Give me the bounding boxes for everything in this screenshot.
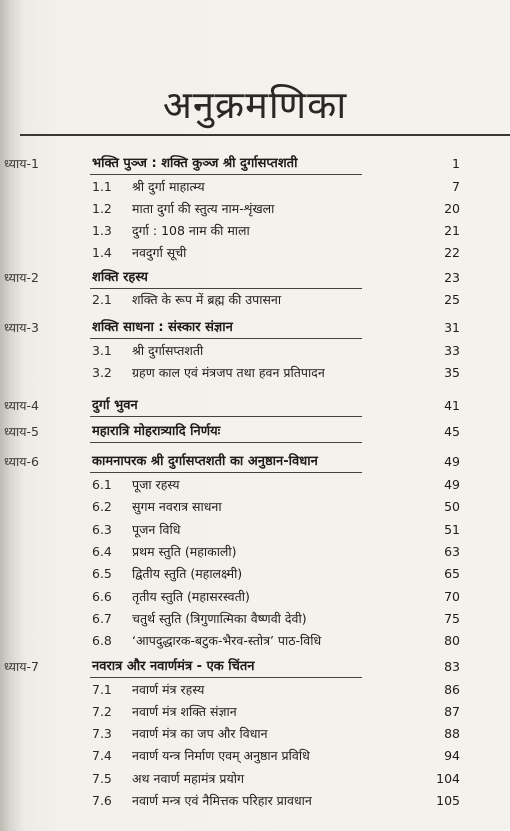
section-page-number: 51 xyxy=(444,522,460,537)
chapter-row[interactable] xyxy=(0,422,510,442)
section-page-number: 21 xyxy=(444,223,460,238)
section-number: 2.1 xyxy=(92,292,112,307)
chapter-label: ध्याय-1 xyxy=(4,156,39,171)
chapter-page-number: 23 xyxy=(444,270,460,285)
section-row[interactable] xyxy=(0,363,510,383)
section-number: 7.3 xyxy=(92,726,112,741)
section-page-number: 94 xyxy=(444,748,460,763)
chapter-page-number: 83 xyxy=(444,659,460,674)
section-page-number: 75 xyxy=(444,611,460,626)
section-page-number: 33 xyxy=(444,343,460,358)
section-row[interactable] xyxy=(0,290,510,310)
section-row[interactable] xyxy=(0,564,510,584)
section-number: 1.4 xyxy=(92,245,112,260)
section-page-number: 20 xyxy=(444,201,460,216)
section-row[interactable] xyxy=(0,221,510,241)
chapter-page-number: 1 xyxy=(452,156,460,171)
section-number: 7.2 xyxy=(92,704,112,719)
chapter-row[interactable] xyxy=(0,657,510,677)
chapter-underline xyxy=(90,677,362,678)
chapter-title: भक्ति पुञ्ज : शक्ति कुञ्ज श्री दुर्गासप्तशती xyxy=(92,156,298,171)
section-title: नवार्ण मंत्र रहस्य xyxy=(132,682,205,697)
section-page-number: 7 xyxy=(452,179,460,194)
section-row[interactable] xyxy=(0,724,510,744)
chapter-row[interactable] xyxy=(0,452,510,472)
section-page-number: 35 xyxy=(444,365,460,380)
section-page-number: 50 xyxy=(444,499,460,514)
section-row[interactable] xyxy=(0,769,510,789)
chapter-title: शक्ति रहस्य xyxy=(92,270,148,285)
section-row[interactable] xyxy=(0,199,510,219)
section-number: 1.1 xyxy=(92,179,112,194)
section-row[interactable] xyxy=(0,542,510,562)
chapter-row[interactable] xyxy=(0,396,510,416)
chapter-page-number: 41 xyxy=(444,398,460,413)
section-number: 6.4 xyxy=(92,544,112,559)
chapter-underline xyxy=(90,174,362,175)
chapter-underline xyxy=(90,416,362,417)
section-title: तृतीय स्तुति (महासरस्वती) xyxy=(132,589,250,604)
section-number: 6.1 xyxy=(92,477,112,492)
chapter-title: नवरात्र और नवार्णमंत्र - एक चिंतन xyxy=(92,659,255,674)
section-title: पूजन विधि xyxy=(132,522,181,537)
section-title: पूजा रहस्य xyxy=(132,477,180,492)
section-number: 6.8 xyxy=(92,633,112,648)
section-title: चतुर्थ स्तुति (त्रिगुणात्मिका वैष्णवी देवी) xyxy=(132,611,307,626)
section-row[interactable] xyxy=(0,702,510,722)
chapter-label: ध्याय-3 xyxy=(4,320,39,335)
chapter-label: ध्याय-7 xyxy=(4,659,39,674)
section-page-number: 70 xyxy=(444,589,460,604)
section-number: 6.6 xyxy=(92,589,112,604)
page-title: अनुक्रमणिका xyxy=(162,83,348,127)
section-row[interactable] xyxy=(0,341,510,361)
section-row[interactable] xyxy=(0,631,510,651)
section-title: श्री दुर्गासप्तशती xyxy=(132,343,204,358)
section-title: श्री दुर्गा माहात्म्य xyxy=(132,179,205,194)
section-title: शक्ति के रूप में ब्रह्म की उपासना xyxy=(132,292,282,307)
chapter-page-number: 49 xyxy=(444,454,460,469)
section-number: 6.5 xyxy=(92,566,112,581)
chapter-label: ध्याय-6 xyxy=(4,454,39,469)
section-number: 6.3 xyxy=(92,522,112,537)
section-row[interactable] xyxy=(0,243,510,263)
section-page-number: 65 xyxy=(444,566,460,581)
chapter-label: ध्याय-5 xyxy=(4,424,39,439)
section-page-number: 22 xyxy=(444,245,460,260)
chapter-title: महारात्रि मोहरात्र्यादि निर्णयः xyxy=(92,424,221,439)
section-row[interactable] xyxy=(0,791,510,811)
section-row[interactable] xyxy=(0,475,510,495)
section-number: 3.1 xyxy=(92,343,112,358)
section-page-number: 104 xyxy=(436,771,460,786)
section-title: नवार्ण मंत्र शक्ति संज्ञान xyxy=(132,704,237,719)
section-number: 3.2 xyxy=(92,365,112,380)
section-number: 7.1 xyxy=(92,682,112,697)
section-title: प्रथम स्तुति (महाकाली) xyxy=(132,544,237,559)
section-number: 7.4 xyxy=(92,748,112,763)
section-row[interactable] xyxy=(0,177,510,197)
chapter-page-number: 31 xyxy=(444,320,460,335)
section-title: नवदुर्गा सूची xyxy=(132,245,187,260)
chapter-underline xyxy=(90,338,362,339)
section-number: 1.3 xyxy=(92,223,112,238)
section-title: द्वितीय स्तुति (महालक्ष्मी) xyxy=(132,566,243,581)
chapter-row[interactable] xyxy=(0,268,510,288)
section-number: 6.2 xyxy=(92,499,112,514)
section-title: दुर्गा : 108 नाम की माला xyxy=(132,223,250,238)
section-row[interactable] xyxy=(0,746,510,766)
section-title: नवार्ण मंत्र का जप और विधान xyxy=(132,726,268,741)
section-title: अथ नवार्ण महामंत्र प्रयोग xyxy=(132,771,244,786)
section-row[interactable] xyxy=(0,520,510,540)
chapter-title: दुर्गा भुवन xyxy=(92,398,138,413)
section-title: ग्रहण काल एवं मंत्रजप तथा हवन प्रतिपादन xyxy=(132,365,325,380)
chapter-label: ध्याय-2 xyxy=(4,270,39,285)
section-page-number: 86 xyxy=(444,682,460,697)
section-title: ‘आपदुद्धारक-बटुक-भैरव-स्तोत्र’ पाठ-विधि xyxy=(132,633,322,648)
section-page-number: 63 xyxy=(444,544,460,559)
chapter-underline xyxy=(90,288,362,289)
chapter-label: ध्याय-4 xyxy=(4,398,39,413)
chapter-page-number: 45 xyxy=(444,424,460,439)
section-page-number: 49 xyxy=(444,477,460,492)
section-row[interactable] xyxy=(0,587,510,607)
chapter-underline xyxy=(90,472,362,473)
section-title: माता दुर्गा की स्तुत्य नाम-शृंखला xyxy=(132,201,275,216)
section-row[interactable] xyxy=(0,680,510,700)
section-page-number: 25 xyxy=(444,292,460,307)
section-page-number: 88 xyxy=(444,726,460,741)
section-title: नवार्ण यन्त्र निर्माण एवम् अनुष्ठान प्रविधि xyxy=(132,748,310,763)
chapter-underline xyxy=(90,442,362,443)
section-number: 6.7 xyxy=(92,611,112,626)
section-page-number: 80 xyxy=(444,633,460,648)
section-page-number: 87 xyxy=(444,704,460,719)
section-number: 1.2 xyxy=(92,201,112,216)
section-number: 7.6 xyxy=(92,793,112,808)
section-page-number: 105 xyxy=(436,793,460,808)
section-number: 7.5 xyxy=(92,771,112,786)
section-title: नवार्ण मन्त्र एवं नैमित्तक परिहार प्रावधान xyxy=(132,793,312,808)
section-title: सुगम नवरात्र साधना xyxy=(132,499,222,514)
section-row[interactable] xyxy=(0,497,510,517)
chapter-title: शक्ति साधना : संस्कार संज्ञान xyxy=(92,320,233,335)
chapter-row[interactable] xyxy=(0,318,510,338)
chapter-row[interactable] xyxy=(0,154,510,174)
section-row[interactable] xyxy=(0,609,510,629)
chapter-title: कामनापरक श्री दुर्गासप्तशती का अनुष्ठान-विधान xyxy=(92,454,318,469)
